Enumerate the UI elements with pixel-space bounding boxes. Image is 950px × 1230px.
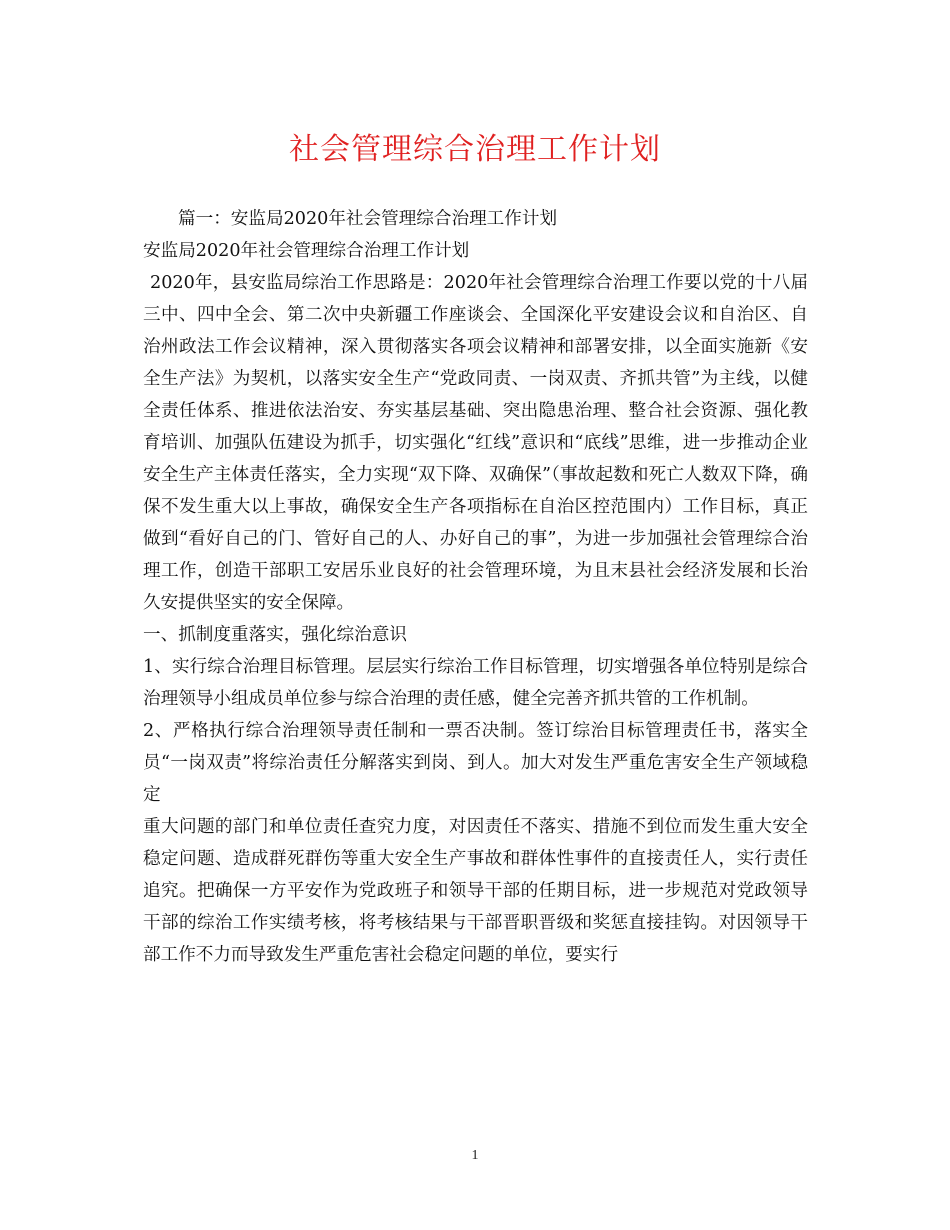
paragraph-item-2: 2、严格执行综合治理领导责任制和一票否决制。签订综治目标管理责任书，落实全员“一岗双责”将综治责任分解落实到岗、到人。加大对发生严重危害安全生产领域稳定 [143, 721, 808, 805]
section-heading-one: 一、抓制度重落实，强化综治意识 [143, 625, 407, 645]
document-body [143, 203, 808, 971]
page-number: 1 [471, 1148, 479, 1163]
paragraph-item-1: 1、实行综合治理目标管理。层层实行综治工作目标管理，切实增强各单位特别是综合治理领导小组成员单位参与综合治理的责任感，健全完善齐抓共管的工作机制。 [143, 657, 808, 709]
document-title: 社会管理综合治理工作计划 [289, 132, 661, 167]
plan-subtitle: 安监局2020年社会管理综合治理工作计划 [143, 241, 470, 261]
paragraph-item-2-continued: 重大问题的部门和单位责任查究力度，对因责任不落实、措施不到位而发生重大安全稳定问题、造成群死群伤等重大安全生产事故和群体性事件的直接责任人，实行责任追究。把确保一方平安作为党政班子和领导干部的任期目标，进一步规范对党政领导干部的综治工作实绩考核，将考核结果与干部晋职晋级和奖惩直接挂钩。对因领导干部工作不力而导致发生严重危害社会稳定问题的单位，要实行 [143, 817, 808, 965]
section-heading-part-one: 篇一：安监局2020年社会管理综合治理工作计划 [178, 209, 558, 229]
paragraph-work-approach: 2020年，县安监局综治工作思路是：2020年社会管理综合治理工作要以党的十八届三中、四中全会、第二次中央新疆工作座谈会、全国深化平安建设会议和自治区、自治州政法工作会议精神，深入贯彻落实各项会议精神和部署安排，以全面实施新《安全生产法》为契机，以落实安全生产“党政同责、一岗双责、齐抓共管”为主线，以健全责任体系、推进依法治安、夯实基层基础、突出隐患治理、整合社会资源、强化教育培训、加强队伍建设为抓手，切实强化“红线”意识和“底线”思维，进一步推动企业安全生产主体责任落实，全力实现“双下降、双确保”（事故起数和死亡人数双下降，确保不发生重大以上事故，确保安全生产各项指标在自治区控范围内）工作目标，真正做到“看好自己的门、管好自己的人、办好自己的事”，为进一步加强社会管理综合治理工作，创造干部职工安居乐业良好的社会管理环境，为且末县社会经济发展和长治久安提供坚实的安全保障。 [143, 273, 808, 613]
